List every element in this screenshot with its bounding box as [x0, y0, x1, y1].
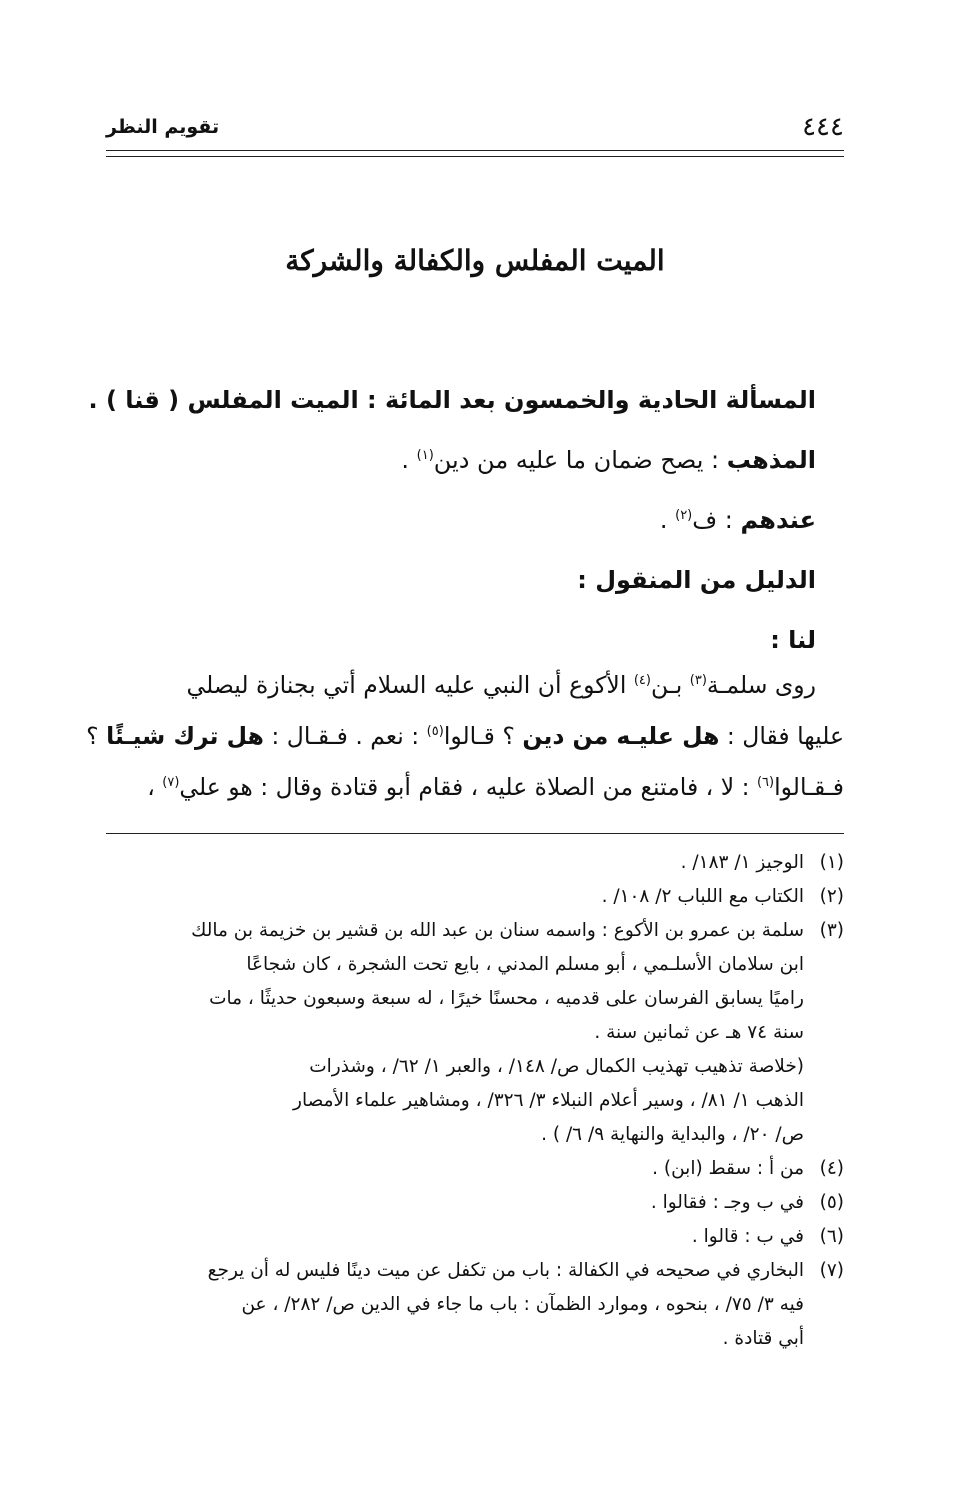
footnote-line: البخاري في صحيحه في الكفالة : باب من تكفل عن ميت دينًا فليس له أن يرجع	[207, 1260, 804, 1281]
footnote-line: الذهب ١/ ٨١/ ، وسير أعلام النبلاء ٣/ ٣٢٦/ ، ومشاهير علماء الأمصار	[293, 1090, 804, 1111]
footnote-text	[106, 1186, 804, 1220]
footnote-text	[106, 880, 804, 914]
footnote-line: راميًا يسابق الفرسان على قدميه ، محسنًا خيرًا ، له سبعة وسبعون حديثًا ، مات	[209, 988, 804, 1009]
text-span: بـن	[650, 671, 690, 699]
page-header	[106, 112, 844, 148]
footnote-text	[106, 846, 804, 880]
footnote-line: في ب : قالوا .	[691, 1226, 804, 1247]
footnote-number: (١)	[819, 852, 844, 873]
paragraph-line	[86, 711, 844, 762]
footnote-number: (٥)	[819, 1192, 844, 1213]
footnote-text	[106, 1152, 804, 1186]
indahum-end: .	[659, 506, 676, 534]
footnote-number: (٦)	[819, 1226, 844, 1247]
lana-heading: لنا :	[770, 626, 816, 654]
footnote-ref[interactable]: (٥)	[426, 724, 444, 740]
footnote-line: الوجيز ١/ ١٨٣/ .	[680, 852, 804, 873]
footnote-line: الكتاب مع اللباب ٢/ ١٠٨/ .	[601, 886, 804, 907]
footnote-item	[106, 914, 844, 1152]
text-span: فـقـالوا	[774, 773, 844, 801]
quote-bold: هل ترك شيـئًا	[106, 722, 264, 750]
footnote-line: سنة ٧٤ هـ عن ثمانين سنة .	[594, 1022, 804, 1043]
footnote-line: من أ : سقط (ابن) .	[652, 1158, 804, 1179]
footnote-text	[106, 1220, 804, 1254]
madhhab-label: المذهب	[726, 446, 816, 474]
footnote-item	[106, 1152, 844, 1186]
madhhab-text: : يصح ضمان ما عليه من دين	[433, 446, 727, 474]
madhhab-line	[106, 430, 844, 490]
footnote-item	[106, 1186, 844, 1220]
footnote-line: فيه ٣/ ٧٥/ ، بنحوه ، وموارد الظمآن : باب ما جاء في الدين ص/ ٢٨٢/ ، عن	[241, 1294, 804, 1315]
footnote-item	[106, 880, 844, 914]
text-span: : لا ، فامتنع من الصلاة عليه ، فقام أبو قتادة وقال : هو علي	[179, 773, 757, 801]
quote-bold: هل عليـه من دين	[522, 722, 720, 750]
footnote-number: (٧)	[819, 1260, 844, 1281]
main-body	[88, 370, 844, 670]
text-span: : نعم . فـقـال :	[263, 722, 427, 750]
footnotes	[106, 846, 844, 1356]
footnote-line: ابن سلامان الأسلـمي ، أبو مسلم المدني ، بايع تحت الشجرة ، كان شجاعًا	[246, 954, 804, 975]
text-span: ؟	[86, 722, 107, 750]
footnote-item	[106, 846, 844, 880]
footnote-separator	[106, 833, 844, 834]
footnote-line: (خلاصة تذهيب تهذيب الكمال ص/ ١٤٨/ ، والعبر ١/ ٦٢/ ، وشذرات	[309, 1056, 804, 1077]
footnote-ref[interactable]: (٤)	[633, 673, 651, 689]
chapter-title: الميت المفلس والكفالة والشركة	[285, 244, 665, 277]
footnote-number: (٣)	[819, 920, 844, 941]
paragraph-line	[106, 660, 844, 711]
indahum-text: : ف	[692, 506, 741, 534]
text-span: ،	[147, 773, 163, 801]
indahum-line	[106, 490, 844, 550]
paragraph-line	[106, 762, 844, 813]
footnote-ref[interactable]: (٣)	[689, 673, 707, 689]
header-rule	[106, 150, 844, 151]
header-rule-thin	[106, 156, 844, 157]
running-title: تقويم النظر	[106, 116, 220, 138]
footnote-text	[106, 914, 804, 1152]
footnote-line: ص/ ٢٠/ ، والبداية والنهاية ٩/ ٦/ ) .	[541, 1124, 804, 1145]
footnote-number: (٢)	[819, 886, 844, 907]
footnote-line: أبي قتادة .	[722, 1328, 804, 1349]
text-span: ؟ قـالوا	[443, 722, 523, 750]
narration-paragraph	[86, 660, 844, 813]
issue-heading: المسألة الحادية والخمسون بعد المائة : الميت المفلس ( قنا ) .	[88, 386, 816, 414]
footnote-number: (٤)	[819, 1158, 844, 1179]
evidence-heading: الدليل من المنقول :	[577, 566, 816, 594]
footnote-ref[interactable]: (٢)	[675, 508, 693, 523]
footnote-item	[106, 1254, 844, 1356]
madhhab-end: .	[401, 446, 417, 474]
footnote-ref[interactable]: (٧)	[162, 775, 180, 791]
text-span: روى سلمـة	[706, 671, 816, 699]
footnote-line: في ب وجـ : فقالوا .	[650, 1192, 804, 1213]
footnote-ref[interactable]: (١)	[416, 448, 434, 463]
footnote-text	[106, 1254, 804, 1356]
footnote-item	[106, 1220, 844, 1254]
text-span: عليها فقال :	[719, 722, 844, 750]
indahum-label: عندهم	[740, 506, 816, 534]
footnote-line: سلمة بن عمرو بن الأكوع : واسمه سنان بن عبد الله بن قشير بن خزيمة بن مالك	[191, 920, 804, 941]
footnote-ref[interactable]: (٦)	[756, 775, 775, 791]
text-span: الأكوع أن النبي عليه السلام أتي بجنازة ليصلي	[186, 671, 634, 699]
page-number: ٤٤٤	[802, 112, 844, 142]
